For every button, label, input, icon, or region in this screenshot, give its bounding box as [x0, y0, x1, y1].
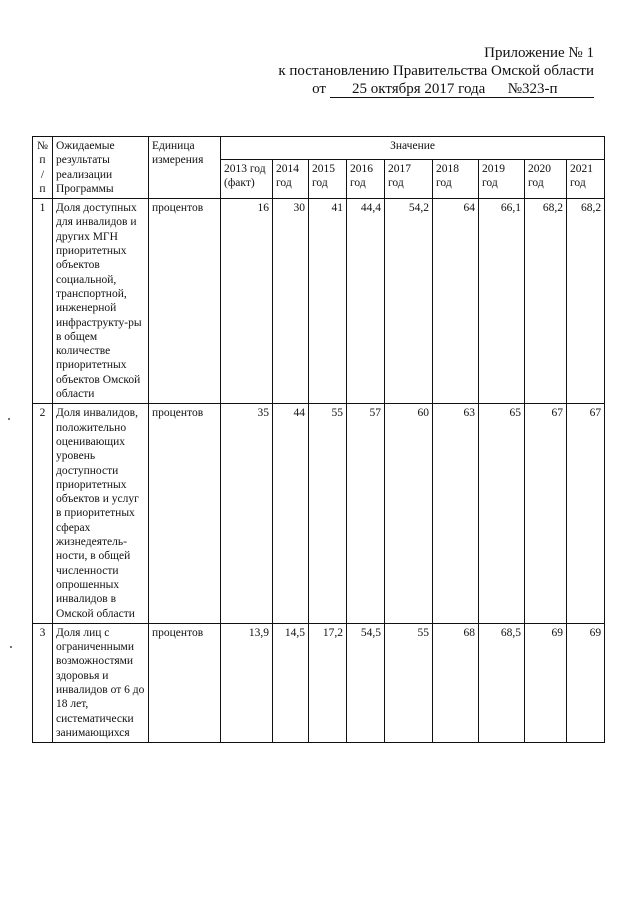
row-value: 44	[273, 404, 309, 623]
header-year: 2019 год	[479, 159, 525, 199]
row-value: 68	[433, 623, 479, 742]
appendix-title: Приложение № 1	[484, 45, 594, 61]
row-number: 3	[33, 623, 53, 742]
header-year: 2015 год	[309, 159, 347, 199]
header-year: 2014 год	[273, 159, 309, 199]
row-value: 67	[525, 404, 567, 623]
row-value: 13,9	[221, 623, 273, 742]
header-year: 2021 год	[567, 159, 605, 199]
row-value: 14,5	[273, 623, 309, 742]
row-value: 64	[433, 199, 479, 404]
table-row	[33, 623, 605, 742]
header-year: 2017 год	[385, 159, 433, 199]
header-year: 2020 год	[525, 159, 567, 199]
header-year: 2018 год	[433, 159, 479, 199]
from-label: от	[312, 81, 326, 97]
row-unit: процентов	[149, 623, 221, 742]
header-number-column: № п / п	[33, 137, 53, 199]
row-unit: процентов	[149, 404, 221, 623]
header-year: 2016 год	[347, 159, 385, 199]
header-unit-column: Единица измерения	[149, 137, 221, 199]
row-value: 55	[385, 623, 433, 742]
scan-speck	[8, 418, 10, 420]
resolution-date: 25 октября 2017 года	[330, 82, 508, 98]
row-value: 54,2	[385, 199, 433, 404]
table-row	[33, 199, 605, 404]
row-value: 41	[309, 199, 347, 404]
row-value: 67	[567, 404, 605, 623]
resolution-number: 323-п	[522, 82, 594, 98]
row-value: 68,5	[479, 623, 525, 742]
header-year: 2013 год (факт)	[221, 159, 273, 199]
header-results-column: Ожидаемые результаты реализации Программы	[53, 137, 149, 199]
row-value: 63	[433, 404, 479, 623]
row-value: 35	[221, 404, 273, 623]
row-value: 60	[385, 404, 433, 623]
row-result: Доля инвалидов, положительно оценивающих уровень доступности приоритетных объектов и услуг в приоритетных сферах жизнедеятель-ности, в общей численности опрошенных инвалидов в Омской области	[53, 404, 149, 623]
row-value: 69	[525, 623, 567, 742]
resolution-reference: к постановлению Правительства Омской области	[278, 63, 594, 79]
row-result: Доля доступных для инвалидов и других МГН приоритетных объектов социальной, транспортной, инженерной инфраструкту-ры в общем количестве приоритетных объектов Омской области	[53, 199, 149, 404]
header-value-group: Значение	[221, 137, 605, 160]
row-number: 1	[33, 199, 53, 404]
row-value: 16	[221, 199, 273, 404]
row-value: 54,5	[347, 623, 385, 742]
row-number: 2	[33, 404, 53, 623]
row-value: 68,2	[525, 199, 567, 404]
row-value: 68,2	[567, 199, 605, 404]
row-value: 17,2	[309, 623, 347, 742]
row-value: 66,1	[479, 199, 525, 404]
row-value: 55	[309, 404, 347, 623]
document-header	[278, 44, 594, 98]
resolution-date-line	[312, 80, 594, 98]
row-value: 69	[567, 623, 605, 742]
table-row	[33, 404, 605, 623]
row-value: 30	[273, 199, 309, 404]
row-unit: процентов	[149, 199, 221, 404]
row-value: 44,4	[347, 199, 385, 404]
row-value: 65	[479, 404, 525, 623]
number-sign: №	[507, 81, 522, 97]
row-value: 57	[347, 404, 385, 623]
row-result: Доля лиц с ограниченными возможностями здоровья и инвалидов от 6 до 18 лет, систематически занимающихся	[53, 623, 149, 742]
results-table	[32, 136, 605, 743]
scan-speck	[10, 646, 12, 648]
